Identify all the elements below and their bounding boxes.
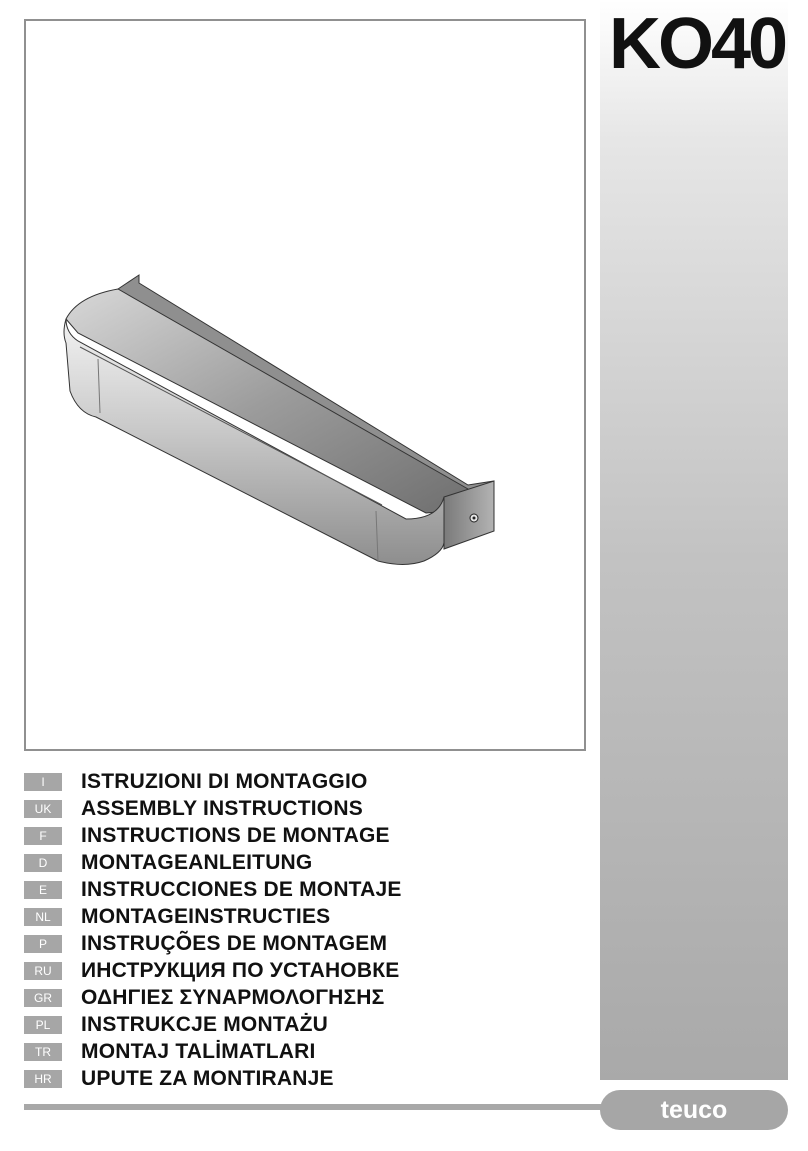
language-code-badge: UK	[24, 800, 62, 818]
brand-logo: teuco	[600, 1090, 788, 1130]
language-row	[24, 768, 402, 795]
language-title: INSTRUCCIONES DE MONTAJE	[81, 877, 402, 901]
language-row	[24, 1011, 402, 1038]
language-title: INSTRUÇÕES DE MONTAGEM	[81, 931, 388, 955]
language-title: ASSEMBLY INSTRUCTIONS	[81, 796, 363, 820]
language-code-badge: D	[24, 854, 62, 872]
language-title: INSTRUKCJE MONTAŻU	[81, 1012, 329, 1036]
language-row	[24, 795, 402, 822]
language-code-badge: P	[24, 935, 62, 953]
language-code-badge: E	[24, 881, 62, 899]
language-row	[24, 1038, 402, 1065]
language-code-badge: RU	[24, 962, 62, 980]
language-code-badge: PL	[24, 1016, 62, 1034]
language-title: MONTAGEANLEITUNG	[81, 850, 313, 874]
language-row	[24, 957, 402, 984]
language-title: ISTRUZIONI DI MONTAGGIO	[81, 769, 368, 793]
language-title: ИНСТРУКЦИЯ ПО УСТАНОВКЕ	[81, 958, 400, 982]
language-code-badge: TR	[24, 1043, 62, 1061]
screw-center	[473, 517, 476, 520]
language-list	[24, 768, 402, 1092]
language-code-badge: I	[24, 773, 62, 791]
language-row	[24, 876, 402, 903]
language-title: MONTAGEINSTRUCTIES	[81, 904, 331, 928]
shelf-illustration	[26, 21, 584, 749]
language-row	[24, 903, 402, 930]
language-row	[24, 849, 402, 876]
language-row	[24, 930, 402, 957]
language-title: UPUTE ZA MONTIRANJE	[81, 1066, 334, 1090]
language-code-badge: GR	[24, 989, 62, 1007]
language-code-badge: NL	[24, 908, 62, 926]
model-title: KO40	[608, 4, 786, 84]
language-row	[24, 822, 402, 849]
language-title: INSTRUCTIONS DE MONTAGE	[81, 823, 390, 847]
language-row	[24, 1065, 402, 1092]
side-gradient-panel	[600, 0, 788, 1080]
language-title: MONTAJ TALİMATLARI	[81, 1039, 316, 1063]
bottom-divider	[24, 1104, 604, 1110]
language-title: ΟΔΗΓΙΕΣ ΣΥΝΑΡΜΟΛΟΓΗΣΗΣ	[81, 985, 385, 1009]
language-code-badge: F	[24, 827, 62, 845]
language-code-badge: HR	[24, 1070, 62, 1088]
language-row	[24, 984, 402, 1011]
product-image-frame	[24, 19, 586, 751]
